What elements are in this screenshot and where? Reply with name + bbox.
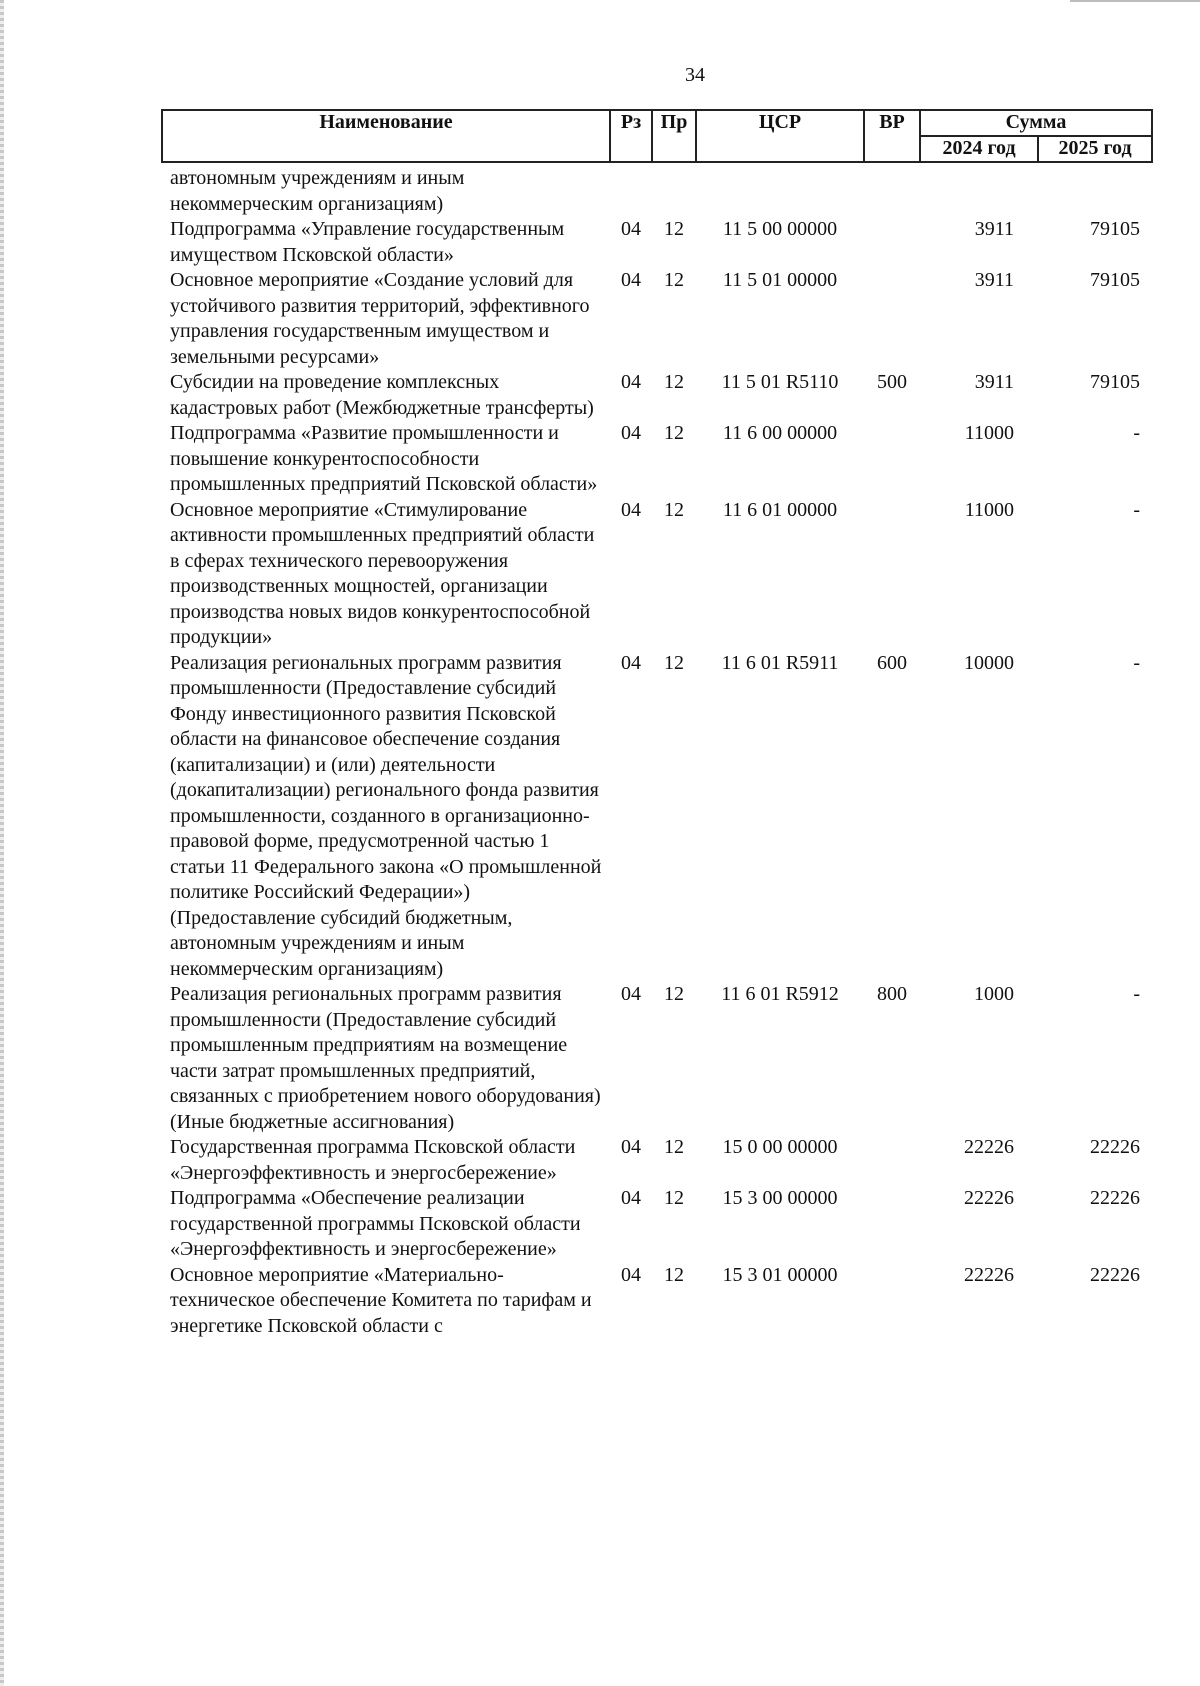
cell-name: Подпрограмма «Управление государственным имуществом Псковской области» — [170, 218, 565, 266]
cell-s2024: 22226 — [964, 1136, 1014, 1158]
header-vr: ВР — [864, 110, 920, 162]
cell-csr: 15 3 00 00000 — [722, 1187, 838, 1209]
cell-name: Государственная программа Псковской области «Энергоэффективность и энергосбережение» — [170, 1136, 576, 1184]
cell-s2024: 11000 — [964, 498, 1014, 521]
cell-name: Подпрограмма «Обеспечение реализации государственной программы Псковской области «Энергоэффективность и энергосбережение» — [170, 1187, 581, 1260]
cell-s2025: 22226 — [1090, 1263, 1141, 1286]
cell-vr — [864, 1263, 920, 1340]
cell-rz — [610, 162, 652, 217]
cell-name: Основное мероприятие «Стимулирование активности промышленных предприятий области в сферах технического перевооружения производственных мощностей, организации производства новых видов конкурентоспособной продукции» — [170, 498, 595, 648]
header-name: Наименование — [162, 110, 610, 162]
cell-pr: 12 — [664, 1187, 684, 1209]
header-year-2025: 2025 год — [1038, 136, 1152, 162]
cell-pr: 12 — [664, 1263, 684, 1286]
table-row — [162, 162, 1152, 217]
cell-pr: 12 — [664, 498, 684, 521]
cell-csr: 11 6 01 R5911 — [721, 651, 839, 674]
cell-name: автономным учреждениям и иным некоммерческим организациям) — [170, 167, 465, 215]
cell-s2025: 22226 — [1090, 1187, 1141, 1209]
cell-rz: 04 — [621, 983, 641, 1005]
scan-border-top — [1070, 0, 1200, 2]
cell-pr — [652, 162, 696, 217]
cell-vr: 500 — [877, 371, 907, 393]
cell-rz: 04 — [621, 269, 641, 291]
cell-s2024: 1000 — [974, 983, 1014, 1005]
cell-s2025: 79105 — [1090, 269, 1141, 291]
cell-rz: 04 — [621, 1136, 641, 1158]
cell-s2024 — [920, 162, 1038, 217]
scan-border-left — [0, 0, 4, 1686]
cell-s2025: - — [1133, 983, 1141, 1005]
cell-rz: 04 — [621, 1187, 641, 1209]
cell-s2024: 22226 — [964, 1187, 1014, 1209]
cell-csr: 15 0 00 00000 — [722, 1136, 838, 1158]
cell-rz: 04 — [621, 218, 641, 240]
cell-s2024: 22226 — [964, 1263, 1014, 1286]
cell-csr: 15 3 01 00000 — [722, 1263, 838, 1286]
cell-vr — [864, 162, 920, 217]
cell-s2024: 11000 — [964, 422, 1014, 444]
cell-vr — [864, 498, 920, 651]
header-rz: Рз — [610, 110, 652, 162]
table-row — [162, 370, 1152, 421]
cell-pr: 12 — [664, 651, 684, 674]
table-row — [162, 651, 1152, 983]
cell-s2025: - — [1133, 651, 1141, 674]
cell-pr: 12 — [664, 371, 684, 393]
table-row — [162, 268, 1152, 370]
cell-name: Реализация региональных программ развития промышленности (Предоставление субсидий промышленным предприятиям на возмещение части затрат промышленных предприятий, связанных с приобретением нового оборудования) (Иные бюджетные ассигнования) — [170, 983, 601, 1133]
cell-csr: 11 5 00 00000 — [722, 218, 838, 240]
header-sum: Сумма — [920, 110, 1152, 136]
page-number: 34 — [685, 64, 705, 86]
cell-csr: 11 6 01 R5912 — [721, 983, 839, 1005]
cell-name: Подпрограмма «Развитие промышленности и повышение конкурентоспособности промышленных предприятий Псковской области» — [170, 422, 598, 495]
header-pr: Пр — [652, 110, 696, 162]
cell-s2024: 3911 — [974, 269, 1014, 291]
cell-rz: 04 — [621, 371, 641, 393]
cell-rz: 04 — [621, 651, 641, 674]
table-row — [162, 498, 1152, 651]
cell-name: Субсидии на проведение комплексных кадастровых работ (Межбюджетные трансферты) — [170, 371, 594, 419]
cell-pr: 12 — [664, 269, 684, 291]
table-row — [162, 1135, 1152, 1186]
cell-csr: 11 6 00 00000 — [722, 422, 838, 444]
cell-vr — [864, 1186, 920, 1263]
cell-name: Основное мероприятие «Материально-техническое обеспечение Комитета по тарифам и энергетике Псковской области с — [170, 1263, 592, 1337]
cell-vr — [864, 268, 920, 370]
table-row — [162, 421, 1152, 498]
cell-s2024: 10000 — [964, 651, 1014, 674]
cell-s2025: 79105 — [1090, 371, 1141, 393]
cell-pr: 12 — [664, 218, 684, 240]
cell-s2025: - — [1133, 498, 1141, 521]
table-row — [162, 982, 1152, 1135]
cell-rz: 04 — [621, 498, 641, 521]
cell-s2025: 79105 — [1090, 218, 1141, 240]
cell-s2024: 3911 — [974, 371, 1014, 393]
cell-name: Реализация региональных программ развития промышленности (Предоставление субсидий Фонду инвестиционного развития Псковской области на финансовое обеспечение создания (капитализации) и (или) деятельности (докапитализации) регионального фонда развития промышленности, созданного в организационно-правовой форме, предусмотренной частью 1 статьи 11 Федерального закона «О промышленной политике Российский Федерации») (Предоставление субсидий бюджетным, автономным учреждениям и иным некоммерческим организациям) — [170, 651, 602, 980]
cell-csr: 11 5 01 00000 — [722, 269, 838, 291]
table-row — [162, 1186, 1152, 1263]
table-body — [162, 162, 1152, 1339]
cell-vr — [864, 217, 920, 268]
cell-pr: 12 — [664, 1136, 684, 1158]
cell-name: Основное мероприятие «Создание условий для устойчивого развития территорий, эффективного управления государственным имуществом и земельными ресурсами» — [170, 269, 590, 368]
header-year-2024: 2024 год — [920, 136, 1038, 162]
cell-rz: 04 — [621, 1263, 641, 1286]
cell-vr: 800 — [877, 983, 907, 1005]
cell-pr: 12 — [664, 983, 684, 1005]
cell-rz: 04 — [621, 422, 641, 444]
cell-csr: 11 6 01 00000 — [722, 498, 838, 521]
cell-s2025: - — [1133, 422, 1141, 444]
cell-s2024: 3911 — [974, 218, 1014, 240]
header-csr: ЦСР — [696, 110, 864, 162]
cell-pr: 12 — [664, 422, 684, 444]
budget-table-container — [161, 109, 1151, 1339]
budget-table — [161, 109, 1153, 1339]
table-row — [162, 217, 1152, 268]
table-row — [162, 1263, 1152, 1340]
cell-vr — [864, 1135, 920, 1186]
cell-csr: 11 5 01 R5110 — [721, 371, 839, 393]
cell-s2025 — [1038, 162, 1152, 217]
cell-vr: 600 — [877, 651, 907, 674]
cell-s2025: 22226 — [1090, 1136, 1141, 1158]
cell-csr — [696, 162, 864, 217]
cell-vr — [864, 421, 920, 498]
